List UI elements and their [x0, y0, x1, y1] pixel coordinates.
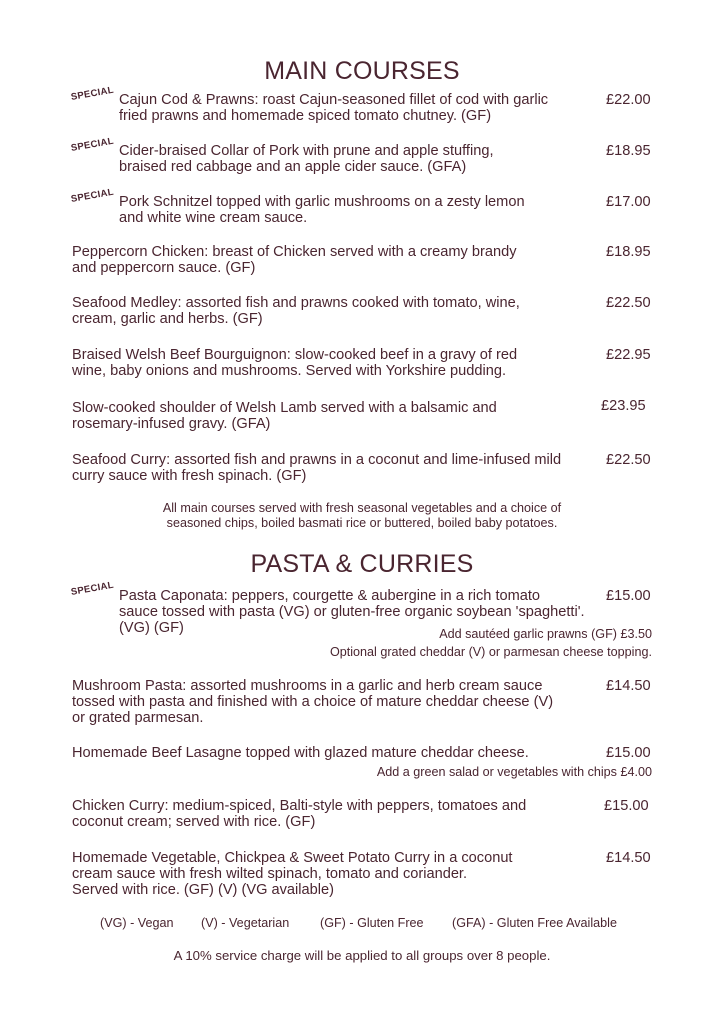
legend-gluten-free-available: (GFA) - Gluten Free Available — [452, 916, 617, 930]
menu-item-pork-collar: Cider-braised Collar of Pork with prune and apple stuffing, braised red cabbage and an apple cider sauce. (GFA) — [119, 143, 494, 175]
menu-item-pork-schnitzel: Pork Schnitzel topped with garlic mushrooms on a zesty lemon and white wine cream sauce. — [119, 194, 525, 226]
extra-garlic-prawns: Add sautéed garlic prawns (GF) £3.50 — [439, 627, 652, 641]
special-tag: SPECIAL — [70, 186, 115, 205]
legend-gluten-free: (GF) - Gluten Free — [320, 916, 424, 930]
price-beef-lasagne: £15.00 — [606, 745, 651, 761]
menu-item-welsh-lamb: Slow-cooked shoulder of Welsh Lamb served with a balsamic and rosemary-infused gravy. (GFA) — [72, 400, 497, 432]
menu-item-beef-bourguignon: Braised Welsh Beef Bourguignon: slow-cooked beef in a gravy of red wine, baby onions and mushrooms. Served with Yorkshire pudding. — [72, 347, 518, 379]
price-beef-bourguignon: £22.95 — [606, 347, 651, 363]
menu-item-cajun-cod: Cajun Cod & Prawns: roast Cajun-seasoned fillet of cod with garlic fried prawns and homemade spiced tomato chutney. (GF) — [119, 92, 549, 124]
price-chicken-curry: £15.00 — [604, 798, 649, 814]
price-cajun-cod: £22.00 — [606, 92, 651, 108]
menu-item-mushroom-pasta: Mushroom Pasta: assorted mushrooms in a garlic and herb cream sauce tossed with pasta and finished with a choice of mature cheddar cheese (V) or grated parmesan. — [72, 678, 554, 726]
price-pork-schnitzel: £17.00 — [606, 194, 651, 210]
main-courses-note: All main courses served with fresh seasonal vegetables and a choice of seasoned chips, boiled basmati rice or buttered, boiled baby potatoes. — [162, 501, 562, 530]
special-tag: SPECIAL — [70, 579, 115, 598]
menu-item-chicken-curry: Chicken Curry: medium-spiced, Balti-style with peppers, tomatoes and coconut cream; served with rice. (GF) — [72, 798, 527, 830]
legend-vegetarian: (V) - Vegetarian — [201, 916, 290, 930]
menu-item-peppercorn-chicken: Peppercorn Chicken: breast of Chicken served with a creamy brandy and peppercorn sauce. (GF) — [72, 244, 517, 276]
price-seafood-medley: £22.50 — [606, 295, 651, 311]
price-mushroom-pasta: £14.50 — [606, 678, 651, 694]
price-welsh-lamb: £23.95 — [601, 398, 646, 414]
price-vegetable-curry: £14.50 — [606, 850, 651, 866]
legend-vegan: (VG) - Vegan — [100, 916, 174, 930]
menu-item-vegetable-curry: Homemade Vegetable, Chickpea & Sweet Potato Curry in a coconut cream sauce with fresh wilted spinach, tomato and coriander. Served with rice. (GF) (V) (VG available) — [72, 850, 513, 898]
special-tag: SPECIAL — [70, 135, 115, 154]
menu-item-beef-lasagne: Homemade Beef Lasagne topped with glazed mature cheddar cheese. — [72, 745, 529, 761]
price-pork-collar: £18.95 — [606, 143, 651, 159]
pasta-curries-heading: PASTA & CURRIES — [250, 550, 474, 578]
extra-cheese-topping: Optional grated cheddar (V) or parmesan cheese topping. — [329, 645, 652, 659]
menu-item-seafood-medley: Seafood Medley: assorted fish and prawns cooked with tomato, wine, cream, garlic and herbs. (GF) — [72, 295, 520, 327]
price-seafood-curry: £22.50 — [606, 452, 651, 468]
service-charge-note: A 10% service charge will be applied to all groups over 8 people. — [173, 948, 551, 963]
menu-item-pasta-caponata: Pasta Caponata: peppers, courgette & aubergine in a rich tomato sauce tossed with pasta (VG) or gluten-free organic soybean 'spaghetti'. (VG) (GF) — [119, 588, 585, 636]
price-pasta-caponata: £15.00 — [606, 588, 651, 604]
price-peppercorn-chicken: £18.95 — [606, 244, 651, 260]
extra-green-salad: Add a green salad or vegetables with chips £4.00 — [376, 765, 652, 779]
main-courses-heading: MAIN COURSES — [264, 57, 460, 85]
special-tag: SPECIAL — [70, 84, 115, 103]
menu-item-seafood-curry: Seafood Curry: assorted fish and prawns in a coconut and lime-infused mild curry sauce with fresh spinach. (GF) — [72, 452, 562, 484]
